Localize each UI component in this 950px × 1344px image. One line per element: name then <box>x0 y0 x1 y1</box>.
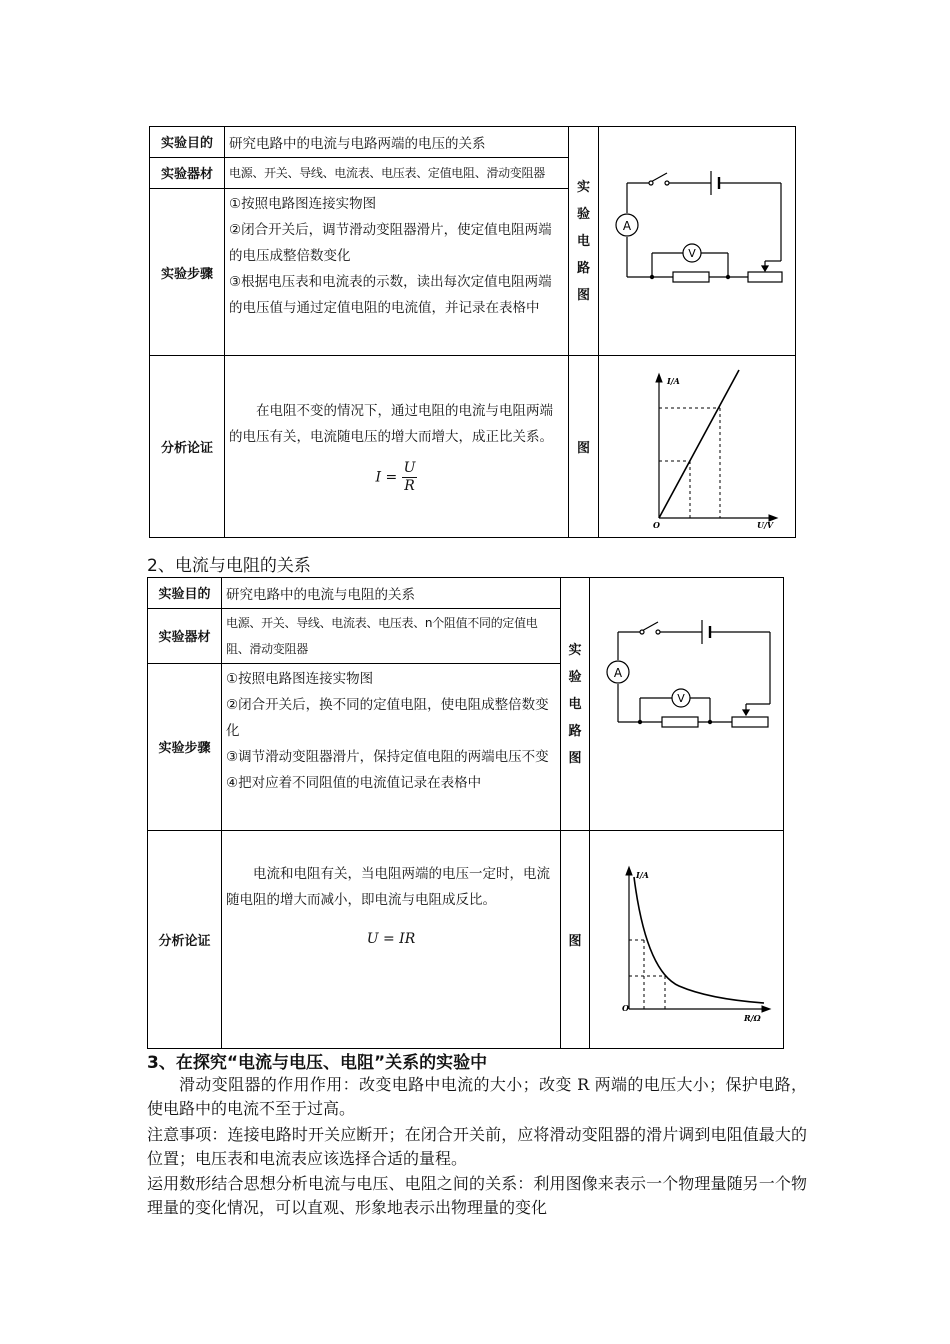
table-current-voltage <box>149 126 796 538</box>
graph-cell-2 <box>590 831 784 1049</box>
graph-label: 图 <box>569 356 599 538</box>
voltmeter-symbol-2: V <box>677 692 685 705</box>
steps-label: 实验步骤 <box>150 189 225 356</box>
ammeter-symbol-2: A <box>613 666 623 680</box>
origin-label-2: O <box>622 1003 629 1013</box>
equipment-text: 电源、开关、导线、电流表、电压表、定值电阻、滑动变阻器 <box>225 157 569 189</box>
equipment-text-2: 电源、开关、导线、电流表、电压表、n个阻值不同的定值电阻、滑动变阻器 <box>222 608 561 663</box>
steps-cell <box>225 189 569 356</box>
analysis-cell <box>225 356 569 538</box>
analysis-text: 在电阻不变的情况下，通过电阻的电流与电阻两端的电压有关，电流随电压的增大而增大，成正比关系。 <box>229 403 553 445</box>
origin-label: O <box>653 520 660 530</box>
paragraph-rheostat-role: 滑动变阻器的作用作用：改变电路中电流的大小；改变 R 两端的电压大小；保护电路，使电路中的电流不至于过高。 <box>147 1075 807 1118</box>
circuit-diagram-cell <box>599 127 796 356</box>
table-current-resistance <box>147 577 784 1049</box>
graph-label-2: 图 <box>561 831 590 1049</box>
step-2: ②闭合开关后，调节滑动变阻器滑片，使定值电阻两端的电压成整倍数变化 <box>229 222 552 265</box>
section-2-title: 2、电流与电阻的关系 <box>147 556 311 576</box>
paragraph-graph-method: 运用数形结合思想分析电流与电压、电阻之间的关系：利用图像来表示一个物理量随另一个物理量的变化情况，可以直观、形象地表示出物理量的变化 <box>147 1174 807 1217</box>
circuit-diagram <box>603 127 800 351</box>
analysis-label: 分析论证 <box>150 356 225 538</box>
graph-i-r <box>594 831 788 1044</box>
x-axis-label: U/V <box>757 520 774 530</box>
step-3: ③调节滑动变阻器滑片，保持定值电阻的两端电压不变 <box>226 748 549 765</box>
paragraph-precautions: 注意事项：连接电路时开关应断开；在闭合开关前，应将滑动变阻器的滑片调到电阻值最大的位置；电压表和电流表应该选择合适的量程。 <box>147 1125 807 1168</box>
graph-i-u <box>603 356 800 533</box>
equipment-label: 实验器材 <box>150 157 225 189</box>
equipment-label-2: 实验器材 <box>148 608 222 663</box>
x-axis-label-2: R/Ω <box>744 1013 761 1023</box>
y-axis-label: I/A <box>667 376 680 386</box>
step-2: ②闭合开关后，换不同的定值电阻，使电阻成整倍数变化 <box>226 696 549 739</box>
voltmeter-symbol: V <box>688 247 696 260</box>
formula-ohm: I = $\frac{U}{R}$ <box>375 460 416 494</box>
circuit-label: 实 验 电 路 图 <box>569 127 599 356</box>
purpose-text-2: 研究电路中的电流与电阻的关系 <box>222 578 561 609</box>
steps-cell-2 <box>222 663 561 830</box>
steps-label-2: 实验步骤 <box>148 663 222 830</box>
ammeter-symbol: A <box>622 219 632 233</box>
analysis-text-2: 电流和电阻有关，当电阻两端的电压一定时，电流随电阻的增大而减小，即电流与电阻成反比。 <box>226 866 550 908</box>
analysis-cell-2 <box>222 831 561 1049</box>
purpose-label: 实验目的 <box>150 127 225 158</box>
y-axis-label-2: I/A <box>636 870 649 880</box>
step-1: ①按照电路图连接实物图 <box>229 196 377 213</box>
section-3-title: 3、在探究“电流与电压、电阻”关系的实验中 <box>147 1053 488 1073</box>
circuit-diagram-2 <box>594 578 788 826</box>
analysis-label-2: 分析论证 <box>148 831 222 1049</box>
circuit-diagram-cell-2 <box>590 578 784 831</box>
step-4: ④把对应着不同阻值的电流值记录在表格中 <box>226 774 482 791</box>
circuit-label-2: 实 验 电 路 图 <box>561 578 590 831</box>
purpose-text: 研究电路中的电流与电路两端的电压的关系 <box>225 127 569 158</box>
graph-cell <box>599 356 796 538</box>
purpose-label-2: 实验目的 <box>148 578 222 609</box>
step-1: ①按照电路图连接实物图 <box>226 670 374 687</box>
formula-u-ir: U = IR <box>366 931 416 947</box>
step-3: ③根据电压表和电流表的示数，读出每次定值电阻两端的电压值与通过定值电阻的电流值，并记录在表格中 <box>229 274 552 317</box>
